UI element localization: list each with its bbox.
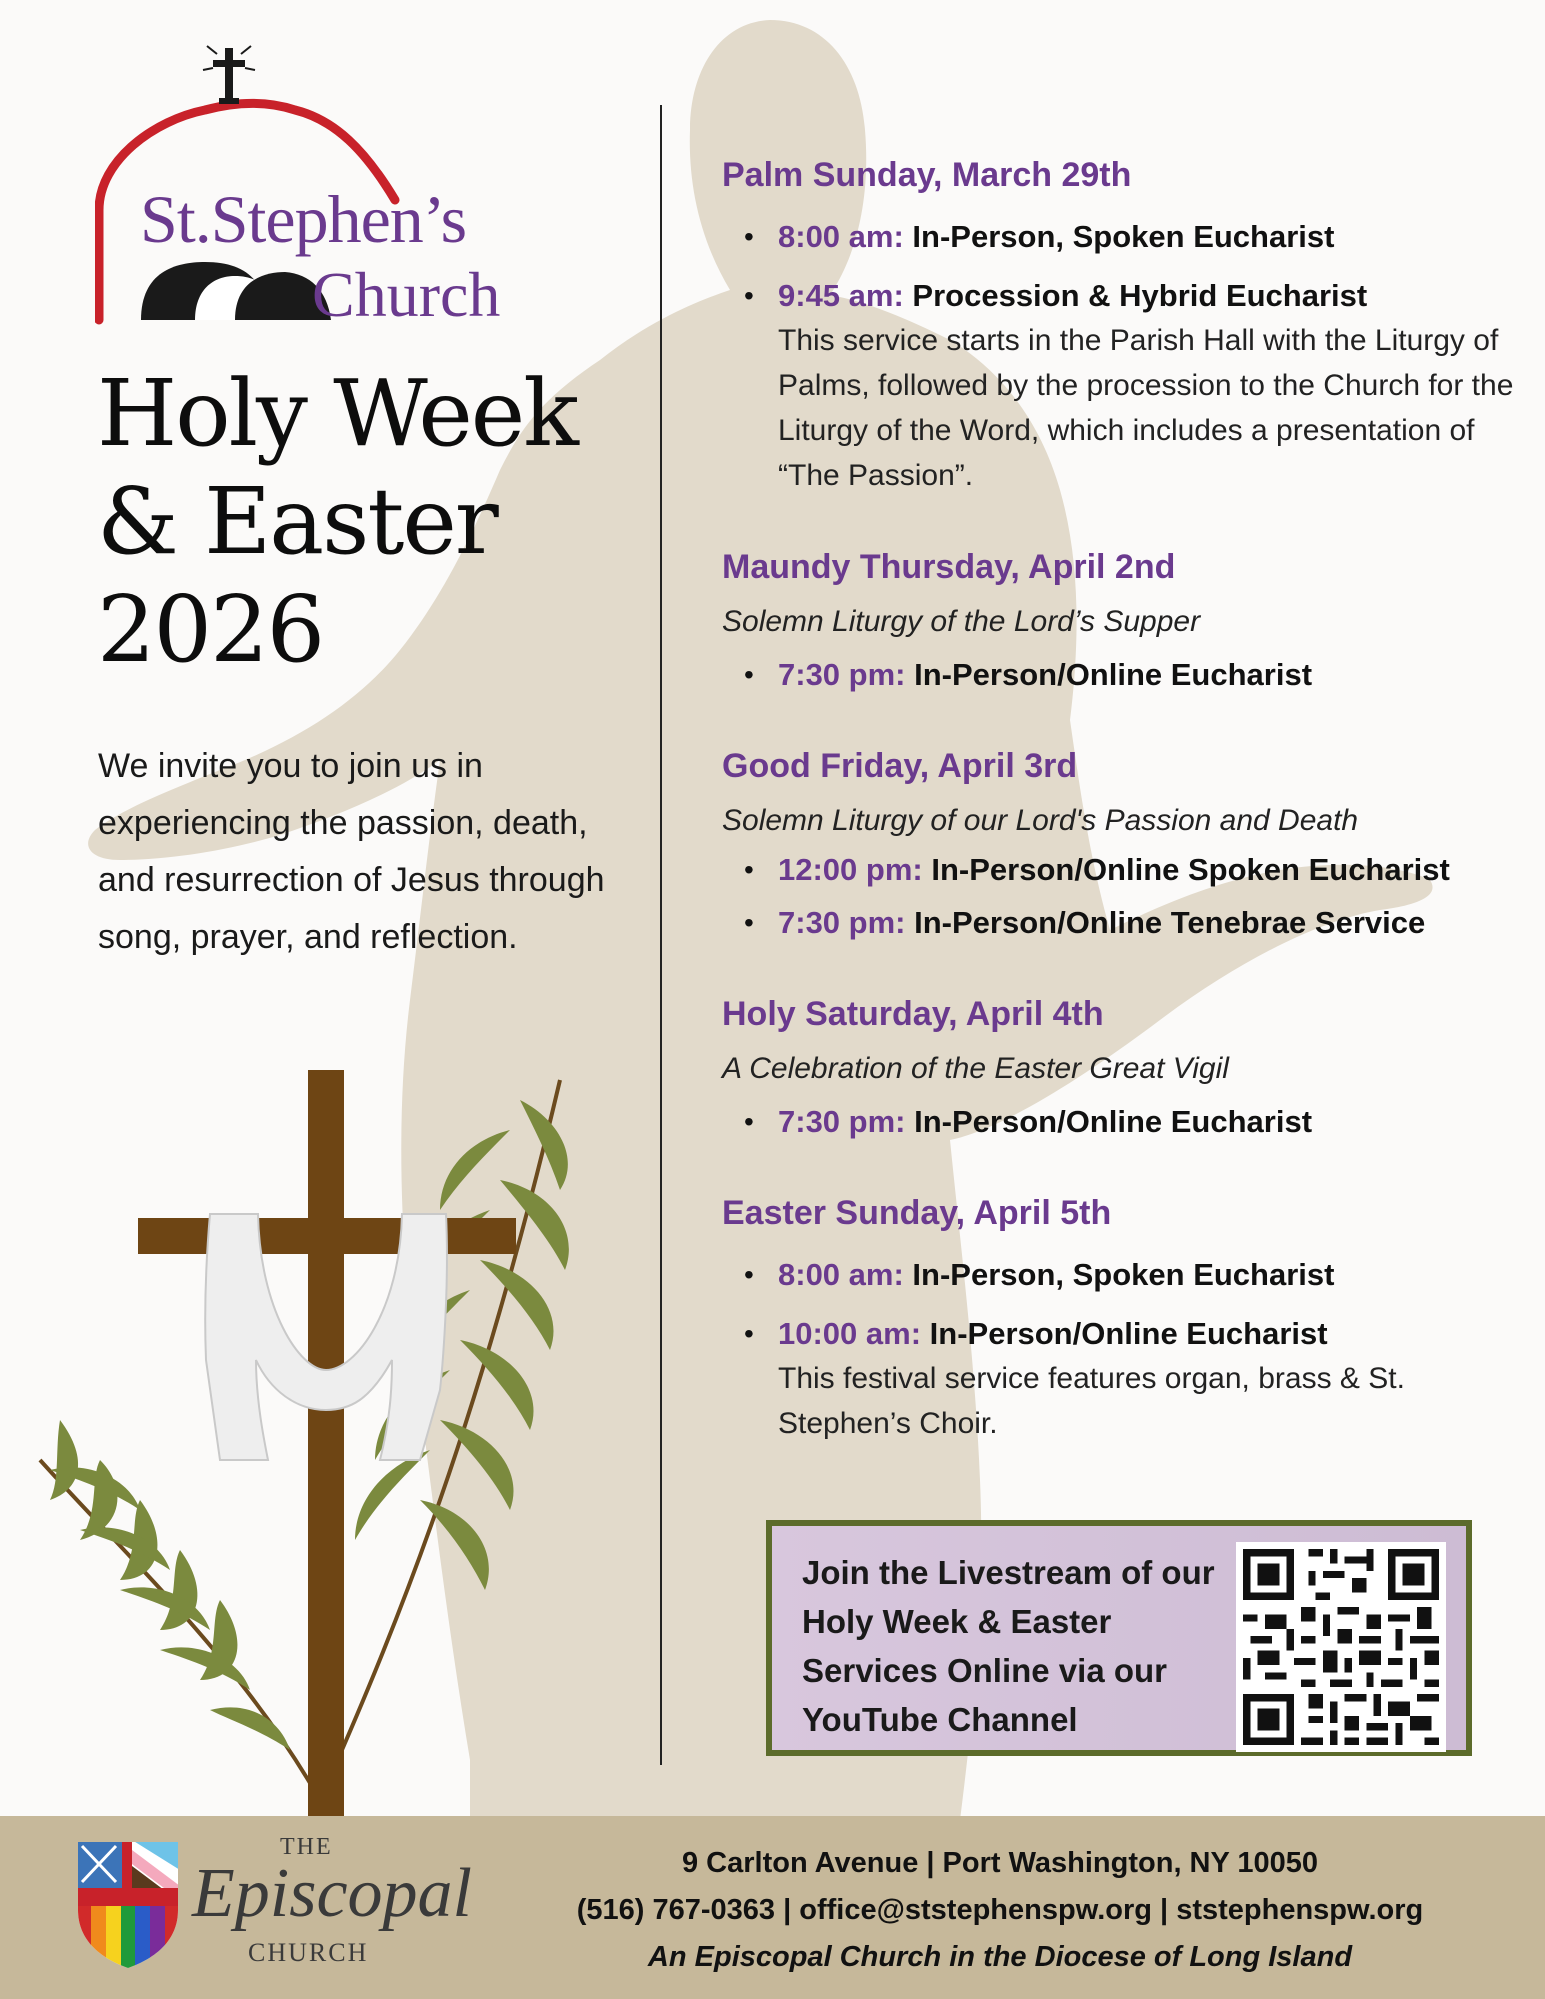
service-item xyxy=(722,900,1522,945)
day-holy-saturday xyxy=(722,989,1522,1144)
service-item xyxy=(722,1252,1522,1297)
title-line-2: & Easter xyxy=(97,468,497,575)
service-description: This service starts in the Parish Hall with the Liturgy of Palms, followed by the procession to the Church for the Liturgy of the Word, which includes a presentation of “The Passion”. xyxy=(778,324,1514,492)
service-time: 7:30 pm: xyxy=(778,905,906,940)
service-time: 7:30 pm: xyxy=(778,657,906,692)
intro-paragraph: We invite you to join us in experiencing the passion, death, and resurrection of Jesus through song, prayer, and reflection. xyxy=(98,747,605,956)
footer-contact xyxy=(500,1840,1500,1981)
day-title: Easter Sunday, April 5th xyxy=(722,1194,1112,1232)
palm-frond-left xyxy=(40,1420,320,1800)
day-title: Palm Sunday, March 29th xyxy=(722,156,1132,194)
service-item xyxy=(722,214,1522,259)
service-name: In-Person, Spoken Eucharist xyxy=(912,219,1335,254)
service-time: 12:00 pm: xyxy=(778,852,923,887)
tomb-icon xyxy=(141,262,331,320)
livestream-box xyxy=(766,1520,1472,1756)
day-title: Maundy Thursday, April 2nd xyxy=(722,548,1176,586)
service-item xyxy=(722,273,1522,498)
column-divider xyxy=(660,105,662,1765)
footer-contact-info[interactable]: (516) 767-0363 | office@ststephenspw.org | ststephenspw.org xyxy=(576,1894,1424,1926)
day-title: Good Friday, April 3rd xyxy=(722,747,1078,785)
service-item xyxy=(722,847,1522,892)
livestream-text: Join the Livestream of our Holy Week & Easter Services Online via our YouTube Channel xyxy=(802,1554,1215,1738)
day-subtitle: Solemn Liturgy of the Lord’s Supper xyxy=(722,605,1201,638)
logo-text-saint-stephens: St.Stephen’s xyxy=(140,181,467,257)
service-item xyxy=(722,1099,1522,1144)
day-subtitle: A Celebration of the Easter Great Vigil xyxy=(722,1052,1229,1085)
title-line-1: Holy Week xyxy=(97,360,577,467)
service-item xyxy=(722,1311,1522,1446)
episcopal-the: THE xyxy=(280,1834,333,1860)
day-maundy-thursday xyxy=(722,542,1522,697)
footer-diocese: An Episcopal Church in the Diocese of Long Island xyxy=(647,1941,1353,1973)
service-time: 10:00 am: xyxy=(778,1316,922,1351)
episcopal-name: Episcopal xyxy=(192,1855,472,1932)
service-schedule xyxy=(722,150,1522,1446)
service-name: In-Person/Online Eucharist xyxy=(929,1316,1328,1351)
service-time: 9:45 am: xyxy=(778,278,904,313)
day-title: Holy Saturday, April 4th xyxy=(722,995,1104,1033)
episcopal-shield-icon xyxy=(76,1840,180,1970)
service-name: In-Person/Online Eucharist xyxy=(914,1104,1313,1139)
title-line-3: 2026 xyxy=(97,576,324,683)
cross-icon xyxy=(203,46,255,104)
footer-address: 9 Carlton Avenue | Port Washington, NY 10050 xyxy=(681,1847,1319,1879)
day-subtitle: Solemn Liturgy of our Lord's Passion and Death xyxy=(722,804,1359,837)
service-time: 8:00 am: xyxy=(778,1257,904,1292)
page-title xyxy=(97,360,577,684)
service-time: 7:30 pm: xyxy=(778,1104,906,1139)
cross-palm-illustration xyxy=(20,1060,620,1820)
service-name: In-Person/Online Tenebrae Service xyxy=(914,905,1426,940)
service-name: In-Person/Online Eucharist xyxy=(914,657,1313,692)
day-easter-sunday xyxy=(722,1188,1522,1446)
service-item xyxy=(722,652,1522,697)
service-name: Procession & Hybrid Eucharist xyxy=(912,278,1368,313)
logo-text-church: Church xyxy=(312,259,501,330)
day-good-friday xyxy=(722,741,1522,945)
qr-code-icon[interactable] xyxy=(1236,1542,1446,1752)
palm-frond-right xyxy=(320,1080,569,1800)
service-description: This festival service features organ, brass & St. Stephen’s Choir. xyxy=(778,1362,1405,1440)
service-name: In-Person, Spoken Eucharist xyxy=(912,1257,1335,1292)
footer xyxy=(0,1816,1545,1999)
day-palm-sunday xyxy=(722,150,1522,498)
service-name: In-Person/Online Spoken Eucharist xyxy=(931,852,1450,887)
episcopal-church: CHURCH xyxy=(248,1938,369,1967)
service-time: 8:00 am: xyxy=(778,219,904,254)
